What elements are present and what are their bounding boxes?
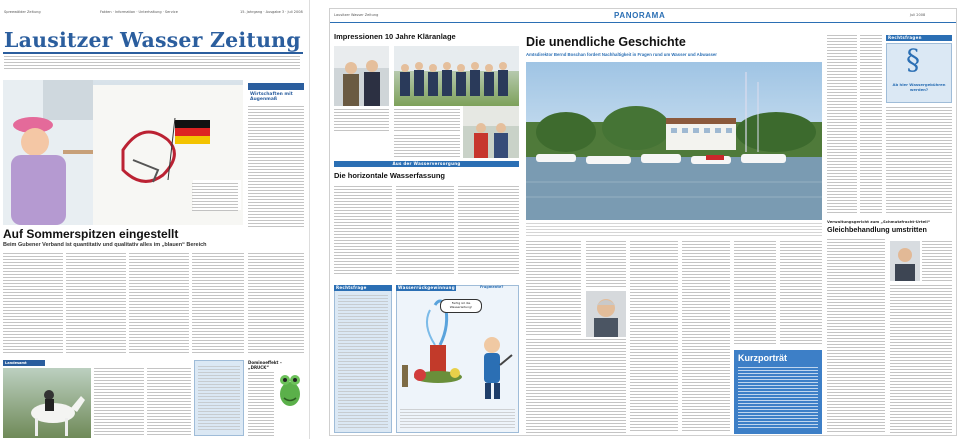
horse-illustration	[3, 368, 91, 438]
main-story-title: Die unendliche Geschichte	[526, 35, 686, 49]
horse-rider-photo	[3, 368, 91, 438]
masthead-title: Lausitzer Wasser Zeitung	[4, 28, 301, 52]
story-column-5	[734, 241, 776, 346]
left-newspaper-page	[0, 0, 310, 439]
equality-kicker: Verwaltungsgericht zum „Schmutzfracht-Urteil“	[827, 219, 931, 224]
header-left-label: Lausitzer Wasser Zeitung	[334, 13, 379, 17]
water-supply-section-label: Aus der Wasserversorgung	[334, 161, 519, 167]
well-column-2	[396, 186, 454, 276]
two-men-photo	[334, 46, 389, 106]
equality-column-2-top	[922, 241, 952, 281]
bottom-column-2	[147, 368, 191, 436]
side-column-text	[248, 106, 304, 228]
legal-info-header: Rechtsfrage	[334, 285, 392, 291]
story-lower-columns-a	[526, 339, 626, 433]
article-column-2	[66, 253, 126, 353]
side-box-header	[248, 83, 304, 90]
photo-caption-2	[394, 109, 460, 131]
well-column-1	[334, 186, 392, 276]
judge-portrait	[890, 241, 920, 281]
impressions-title: Impressionen 10 Jahre Kläranlage	[334, 32, 456, 41]
horizontal-well-title: Die horizontale Wasserfassung	[334, 171, 445, 180]
visitors-photo	[463, 106, 519, 158]
photo-caption-3	[394, 135, 460, 157]
story-column-2-top	[586, 241, 626, 287]
top-right-label: 15. Jahrgang · Ausgabe 3 · Juli 2008	[240, 10, 303, 14]
right-newspaper-spread	[329, 8, 957, 436]
frog-icon	[276, 370, 304, 410]
short-portrait-text	[738, 367, 818, 429]
bottom-box-title: Dominoeffekt – „DRUCK“	[248, 360, 282, 370]
portrait-illustration	[586, 291, 626, 337]
photo-caption-1	[334, 109, 389, 131]
equality-column-2	[890, 285, 952, 433]
bottom-column-3	[248, 372, 274, 436]
cartoon-caption	[400, 409, 515, 429]
equality-column-1	[827, 239, 885, 433]
photo-caption	[192, 183, 238, 213]
article-column-5	[248, 253, 304, 353]
paragraph-icon: §	[906, 43, 920, 76]
side-box-title: Wirtschaften mit Augenmaß	[250, 92, 293, 102]
legal-column-b	[860, 35, 882, 215]
paragraph-question: Ab hier Wassergebühren werden?	[892, 82, 946, 92]
masthead-rule	[3, 52, 303, 54]
short-portrait-title: Kurzporträt	[738, 353, 787, 363]
article-column-3	[129, 253, 189, 353]
bottom-box-label: Landesamt	[5, 361, 27, 365]
marina-harbor-photo	[526, 62, 822, 220]
story-column-4	[682, 241, 730, 433]
story-column-6	[780, 241, 822, 346]
bernd-boschan-portrait	[586, 291, 626, 337]
frog-mascot-image	[276, 370, 304, 410]
marina-illustration	[526, 62, 822, 220]
top-left-label: Spreewälder Zeitung	[4, 10, 41, 14]
people-illustration	[334, 46, 389, 106]
story-column-3	[630, 241, 678, 433]
group-illustration	[394, 46, 519, 106]
main-subheadline: Beim Gubener Verband ist quantitativ und qualitativ alles im „blauen“ Bereich	[3, 242, 207, 248]
legal-section-header: Rechtsfragen	[886, 35, 952, 41]
bottom-info-text	[198, 366, 240, 432]
header-right-label: Juli 2008	[910, 13, 926, 17]
visitors-illustration	[463, 106, 519, 158]
judge-illustration	[890, 241, 920, 281]
masthead-subtext	[4, 56, 300, 70]
well-column-3	[458, 186, 519, 276]
water-cartoon-question: Fragmente?	[480, 285, 504, 289]
equality-title: Gleichbehandlung umstritten	[827, 225, 927, 234]
main-story-subtitle: Amtsdirektor Bernd Boschan fordert Nachhaltigkeit in Fragen rund um Wasser und Abwasser	[526, 52, 717, 57]
top-mid-label: Fakten · Information · Unterhaltung · Service	[100, 10, 178, 14]
article-column-1	[3, 253, 63, 353]
bottom-column-1	[94, 368, 144, 436]
marina-caption	[526, 223, 822, 237]
main-headline: Auf Sommerspitzen eingestellt	[3, 227, 179, 241]
legal-column-c	[886, 107, 952, 215]
legal-info-text	[338, 295, 388, 429]
article-column-4	[192, 253, 244, 353]
comic-speech-bubble: Fertig ist die Wasserleitung!	[440, 299, 482, 313]
story-column-1	[526, 241, 581, 337]
panorama-section-title: PANORAMA	[614, 11, 666, 20]
legal-column-a	[827, 35, 857, 215]
group-photo	[394, 46, 519, 106]
water-cartoon-header: Wasserrückgewinnung	[398, 285, 455, 290]
